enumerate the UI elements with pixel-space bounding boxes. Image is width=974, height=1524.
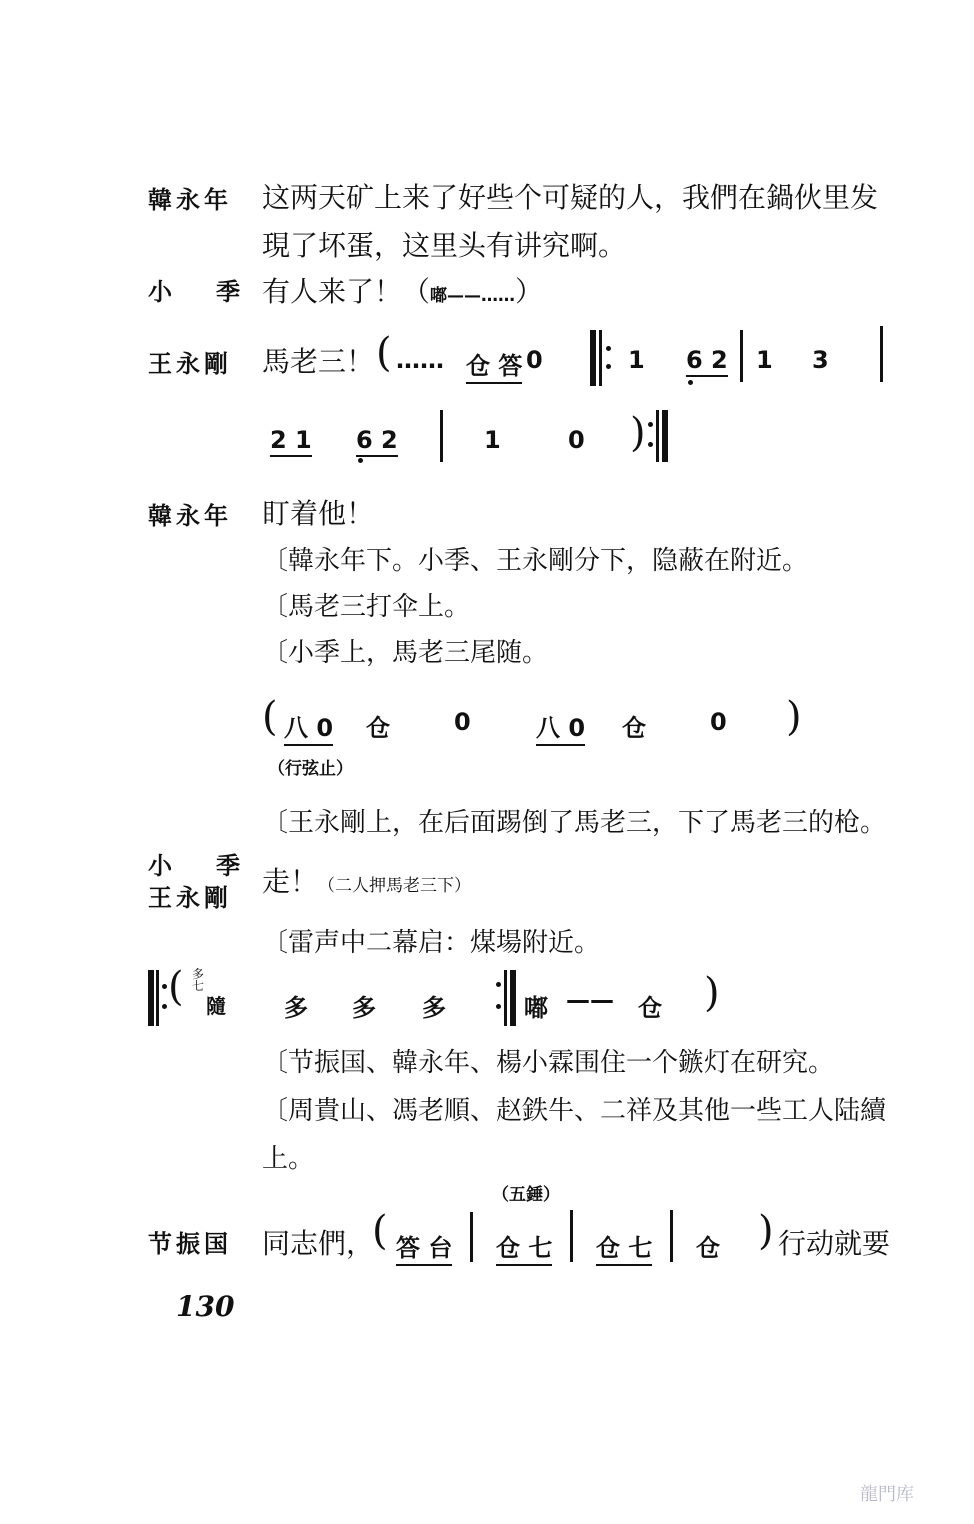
repeat-barline bbox=[148, 970, 154, 1026]
dialogue-line: 行动就要 bbox=[778, 1227, 891, 1260]
low-octave-dot bbox=[688, 380, 693, 385]
music-note: 嘟 bbox=[524, 994, 548, 1022]
dialogue-line: 現了坏蛋，这里头有讲究啊。 bbox=[262, 229, 627, 262]
speaker-jie-zhenguo: 节振国 bbox=[148, 1230, 232, 1258]
music-note: 八 0 bbox=[284, 708, 333, 746]
paren-close: ) bbox=[704, 970, 720, 1016]
music-note: 3 bbox=[812, 346, 829, 374]
repeat-dot bbox=[162, 1004, 167, 1009]
stage-direction: 〔韓永年下。小季、王永剛分下，隐蔽在附近。 bbox=[262, 546, 809, 576]
music-note: 八 0 bbox=[536, 708, 585, 746]
barline bbox=[880, 326, 883, 382]
speaker-xiao-ji: 小 季 bbox=[148, 278, 250, 306]
music-note: 仓 七 bbox=[596, 1228, 652, 1266]
paren-open: ( bbox=[376, 330, 392, 376]
music-note: 0 bbox=[568, 426, 585, 454]
paren-open: ( bbox=[372, 1208, 388, 1254]
music-note: 答 台 bbox=[396, 1228, 452, 1266]
music-note: 仓 bbox=[366, 714, 390, 742]
paren-close: ) bbox=[786, 694, 802, 740]
repeat-dot bbox=[496, 1004, 501, 1009]
repeat-dot bbox=[162, 984, 167, 989]
speaker-wang-yonggang: 王永剛 bbox=[148, 350, 232, 378]
music-note: 0 bbox=[710, 708, 727, 736]
music-note: 仓 bbox=[696, 1234, 720, 1262]
dialogue-line bbox=[262, 860, 471, 900]
music-note: 2 1 bbox=[270, 426, 312, 457]
paren-open: ( bbox=[168, 964, 184, 1010]
stage-direction: 〔小季上，馬老三尾随。 bbox=[262, 638, 549, 668]
music-note: 多 bbox=[284, 994, 308, 1022]
music-note: 0 bbox=[526, 346, 543, 374]
music-note: 仓 七 bbox=[496, 1228, 552, 1266]
repeat-dot bbox=[606, 364, 611, 369]
music-note: 1 bbox=[628, 346, 645, 374]
music-note: 6 2 bbox=[356, 426, 398, 457]
repeat-barline bbox=[156, 970, 159, 1026]
repeat-barline bbox=[590, 330, 596, 386]
music-note: 仓 bbox=[638, 994, 662, 1022]
repeat-dot bbox=[648, 422, 653, 427]
dialogue-line: 盯着他！ bbox=[262, 497, 375, 530]
music-note: 仓 答 bbox=[466, 346, 522, 384]
music-note: 多 bbox=[352, 994, 376, 1022]
dialogue-text: 有人来了！（ bbox=[262, 275, 431, 308]
paren-close: ) bbox=[630, 410, 646, 456]
music-note: 多 bbox=[422, 994, 446, 1022]
music-note: 0 bbox=[454, 708, 471, 736]
music-small-note: 多七 bbox=[192, 967, 205, 993]
page-number: 130 bbox=[176, 1290, 235, 1323]
repeat-barline bbox=[504, 970, 507, 1026]
speaker-han-yongnian: 韓永年 bbox=[148, 186, 232, 214]
paren-close: ） bbox=[515, 275, 544, 308]
speaker-han-yongnian: 韓永年 bbox=[148, 502, 232, 530]
repeat-dot bbox=[606, 346, 611, 351]
repeat-barline bbox=[656, 410, 659, 462]
stage-direction: 〔节振国、韓永年、楊小霖围住一个鏃灯在研究。 bbox=[262, 1048, 835, 1078]
dialogue-line: 同志們， bbox=[262, 1227, 375, 1260]
repeat-barline bbox=[510, 970, 516, 1026]
repeat-barline bbox=[662, 410, 668, 462]
speaker-wang-yonggang: 王永剛 bbox=[148, 884, 232, 912]
repeat-dot bbox=[648, 442, 653, 447]
music-annotation: （五錘） bbox=[492, 1185, 560, 1205]
music-annotation: （行弦止） bbox=[268, 759, 353, 779]
music-note: 隨 bbox=[206, 994, 226, 1018]
barline bbox=[740, 330, 743, 382]
barline bbox=[470, 1212, 473, 1262]
speaker-xiao-ji: 小 季 bbox=[148, 852, 250, 880]
low-octave-dot bbox=[358, 458, 363, 463]
music-note: 仓 bbox=[622, 714, 646, 742]
dialogue-line: 馬老三！ bbox=[262, 345, 375, 378]
music-dash: —— bbox=[566, 986, 614, 1014]
barline bbox=[670, 1210, 673, 1262]
music-note: 1 bbox=[484, 426, 501, 454]
stage-note: （二人押馬老三下） bbox=[318, 876, 472, 896]
barline bbox=[440, 410, 443, 462]
stage-direction: 〔雷声中二幕启：煤場附近。 bbox=[262, 928, 601, 958]
dialogue-line: 这两天矿上来了好些个可疑的人，我們在鍋伙里发 bbox=[262, 181, 879, 214]
stage-direction: 〔周貴山、馮老順、赵鉄牛、二祥及其他一些工人陆續 bbox=[262, 1096, 887, 1126]
percussion-note: 嘟——…… bbox=[430, 286, 516, 306]
music-note: 6 2 bbox=[686, 346, 728, 377]
stage-direction: 〔王永剛上，在后面踢倒了馬老三，下了馬老三的枪。 bbox=[262, 808, 887, 838]
barline bbox=[570, 1210, 573, 1262]
paren-close: ) bbox=[758, 1208, 774, 1254]
dialogue-text: 走！ bbox=[262, 865, 319, 898]
stage-direction: 〔馬老三打伞上。 bbox=[262, 592, 471, 622]
dialogue-line bbox=[262, 270, 543, 310]
watermark: 龍門库 bbox=[860, 1484, 914, 1505]
repeat-dot bbox=[496, 982, 501, 987]
music-note: 1 bbox=[756, 346, 773, 374]
repeat-barline bbox=[599, 330, 602, 386]
paren-open: ( bbox=[262, 694, 278, 740]
music-dots: …… bbox=[396, 346, 444, 374]
stage-direction: 上。 bbox=[262, 1144, 315, 1174]
